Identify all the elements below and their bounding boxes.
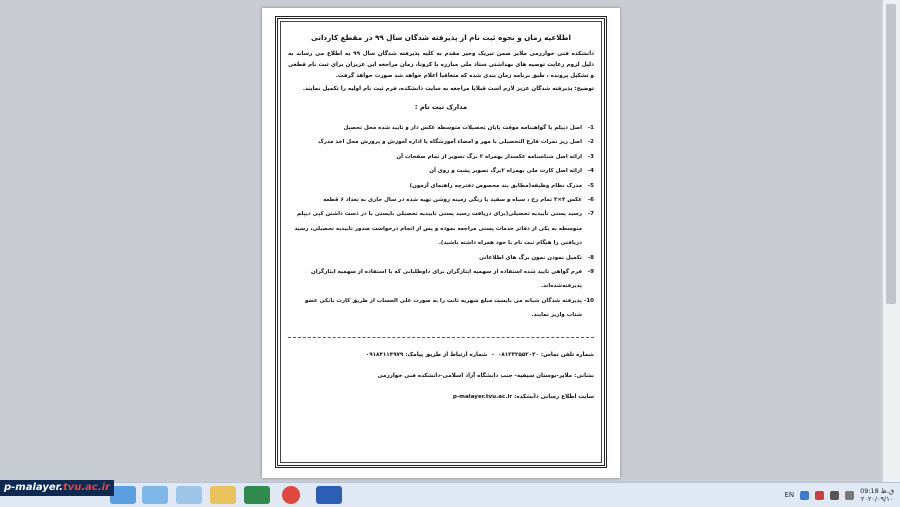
word-icon[interactable]: [316, 486, 342, 504]
website-link[interactable]: p-malayer.tvu.ac.ir: [452, 393, 513, 400]
contact-footer: [288, 350, 594, 403]
phone-row: شماره تلفن تماس: ۰۸۱۳۳۲۵۵۲۰۳۰ – شماره ارتباط از طریق پیامک: ۰۹۱۸۴۱۱۴۹۷۹: [365, 351, 594, 358]
image-viewer-icon[interactable]: [176, 486, 202, 504]
list-item: 10- پذیرفته شدگان شبانه می بایست مبلغ شهریه ثابت را به صورت علی الحساب از طریق کارت بانکی عضو شتاب واریز نمایند.: [304, 297, 594, 319]
site-watermark: p-malayer.tvu.ac.ir: [0, 480, 114, 496]
list-item: 8- تکمیل نمودن نمون برگ های اطلاعاتی: [478, 254, 594, 261]
website-row: سایت اطلاع رسانی دانشکده: p-malayer.tvu.ac.ir: [452, 393, 594, 400]
note-paragraph: توضیح: پذیرفته شدگان عزیز لازم است قبلابا مراجعه به سایت دانشکده، فرم ثبت نام اولیه را تکمیل نمایند.: [302, 86, 594, 92]
system-tray: [784, 485, 894, 505]
list-item: 6- عکس ۴×۳ تمام رخ ، سیاه و سفید یا رنگی زمینه روشن تهیه شده در سال جاری به تعداد ۶ قطعه: [323, 197, 594, 204]
divider: [288, 337, 594, 338]
list-item: 7- رسید پستی تأییدیه تحصیلی(برای دریافت رسید پستی تاییدیه تحصیلی بایستی با در دست داشتن کپی دیپلم متوسطه به یکی از دفاتر خدمات پستی مراجعه نموده و پس از انجام درخواست صدور تاییدیه تحصیلی، رسید دریافتی را هنگام ثبت نام با خود همراه داشته باشید).: [294, 211, 594, 247]
list-item: 5- مدرک نظام وظیفه(مطابق بند مخصوص دفترچه راهنمای آزمون): [409, 182, 594, 189]
documents-heading: مدارک ثبت نام :: [414, 103, 468, 111]
vertical-scrollbar[interactable]: [882, 0, 900, 482]
file-explorer-icon[interactable]: [210, 486, 236, 504]
documents-list: [288, 121, 594, 323]
document-content: [288, 27, 594, 413]
taskbar: [0, 482, 900, 507]
battery-icon[interactable]: [845, 491, 854, 500]
list-item: 4- ارائه اصل کارت ملی بهمراه ۲برگ تصویر پشت و روی آن: [429, 168, 594, 175]
document-title: اطلاعیه زمان و نحوه ثبت نام از پذیرفته شدگان سال ۹۹ در مقطع کاردانی: [311, 33, 571, 42]
list-item: 9- فرم گواهی تایید شده استفاده از سهمیه ایثارگران برای داوطلبانی که با استفاده از سهمیه ایثارگران پذیرفته‌شده‌اند.: [311, 269, 594, 290]
excel-icon[interactable]: [244, 486, 270, 504]
document-page: [262, 8, 620, 478]
scrollbar-thumb[interactable]: [886, 4, 896, 304]
intro-paragraph: دانشکده فنی خوارزمی ملایر ضمن تبریک وخیر مقدم به کلیه پذیرفته شدگان سال ۹۹ به اطلاع می رساند به دلیل لزوم رعایت توصیه های بهداشتی ستاد ملی مبارزه با کرونا، زمان مراجعه این عزیزان برای ثبت نام قطعی و تشکیل پرونده ، طبق برنامه زمان بندی شده که متعاقبا اعلام خواهد شد صورت خواهد گرفت.: [288, 51, 594, 79]
list-item: 3- ارائه اصل شناسنامه عکسدار بهمراه ۲ برگ تصویر از تمام صفحات آن: [396, 153, 594, 160]
list-item: 1- اصل دیپلم یا گواهینامه موقت پایان تحصیلات متوسطه عکس دار و تایید شده محل تحصیل: [343, 125, 594, 131]
internet-explorer-icon[interactable]: [142, 486, 168, 504]
address-row: نشانی: ملایر-بوستان سیفیه- جنب دانشگاه آزاد اسلامی-دانشکده فنی خوارزمی: [377, 372, 594, 379]
list-item: 2- اصل ریز نمرات فارغ التحصیلی با مهر و امضاء آموزشگاه یا اداره آموزش و پرورش محل اخذ مدرک: [318, 139, 594, 146]
clock[interactable]: 09:18 ق.ظ ۲۰۲۰/۰۹/۱۰: [860, 487, 894, 503]
chrome-icon[interactable]: [282, 486, 300, 504]
network-icon[interactable]: [800, 491, 809, 500]
language-indicator[interactable]: EN: [784, 491, 795, 499]
antivirus-icon[interactable]: [815, 491, 824, 500]
page-border: [275, 16, 607, 468]
volume-icon[interactable]: [830, 491, 839, 500]
